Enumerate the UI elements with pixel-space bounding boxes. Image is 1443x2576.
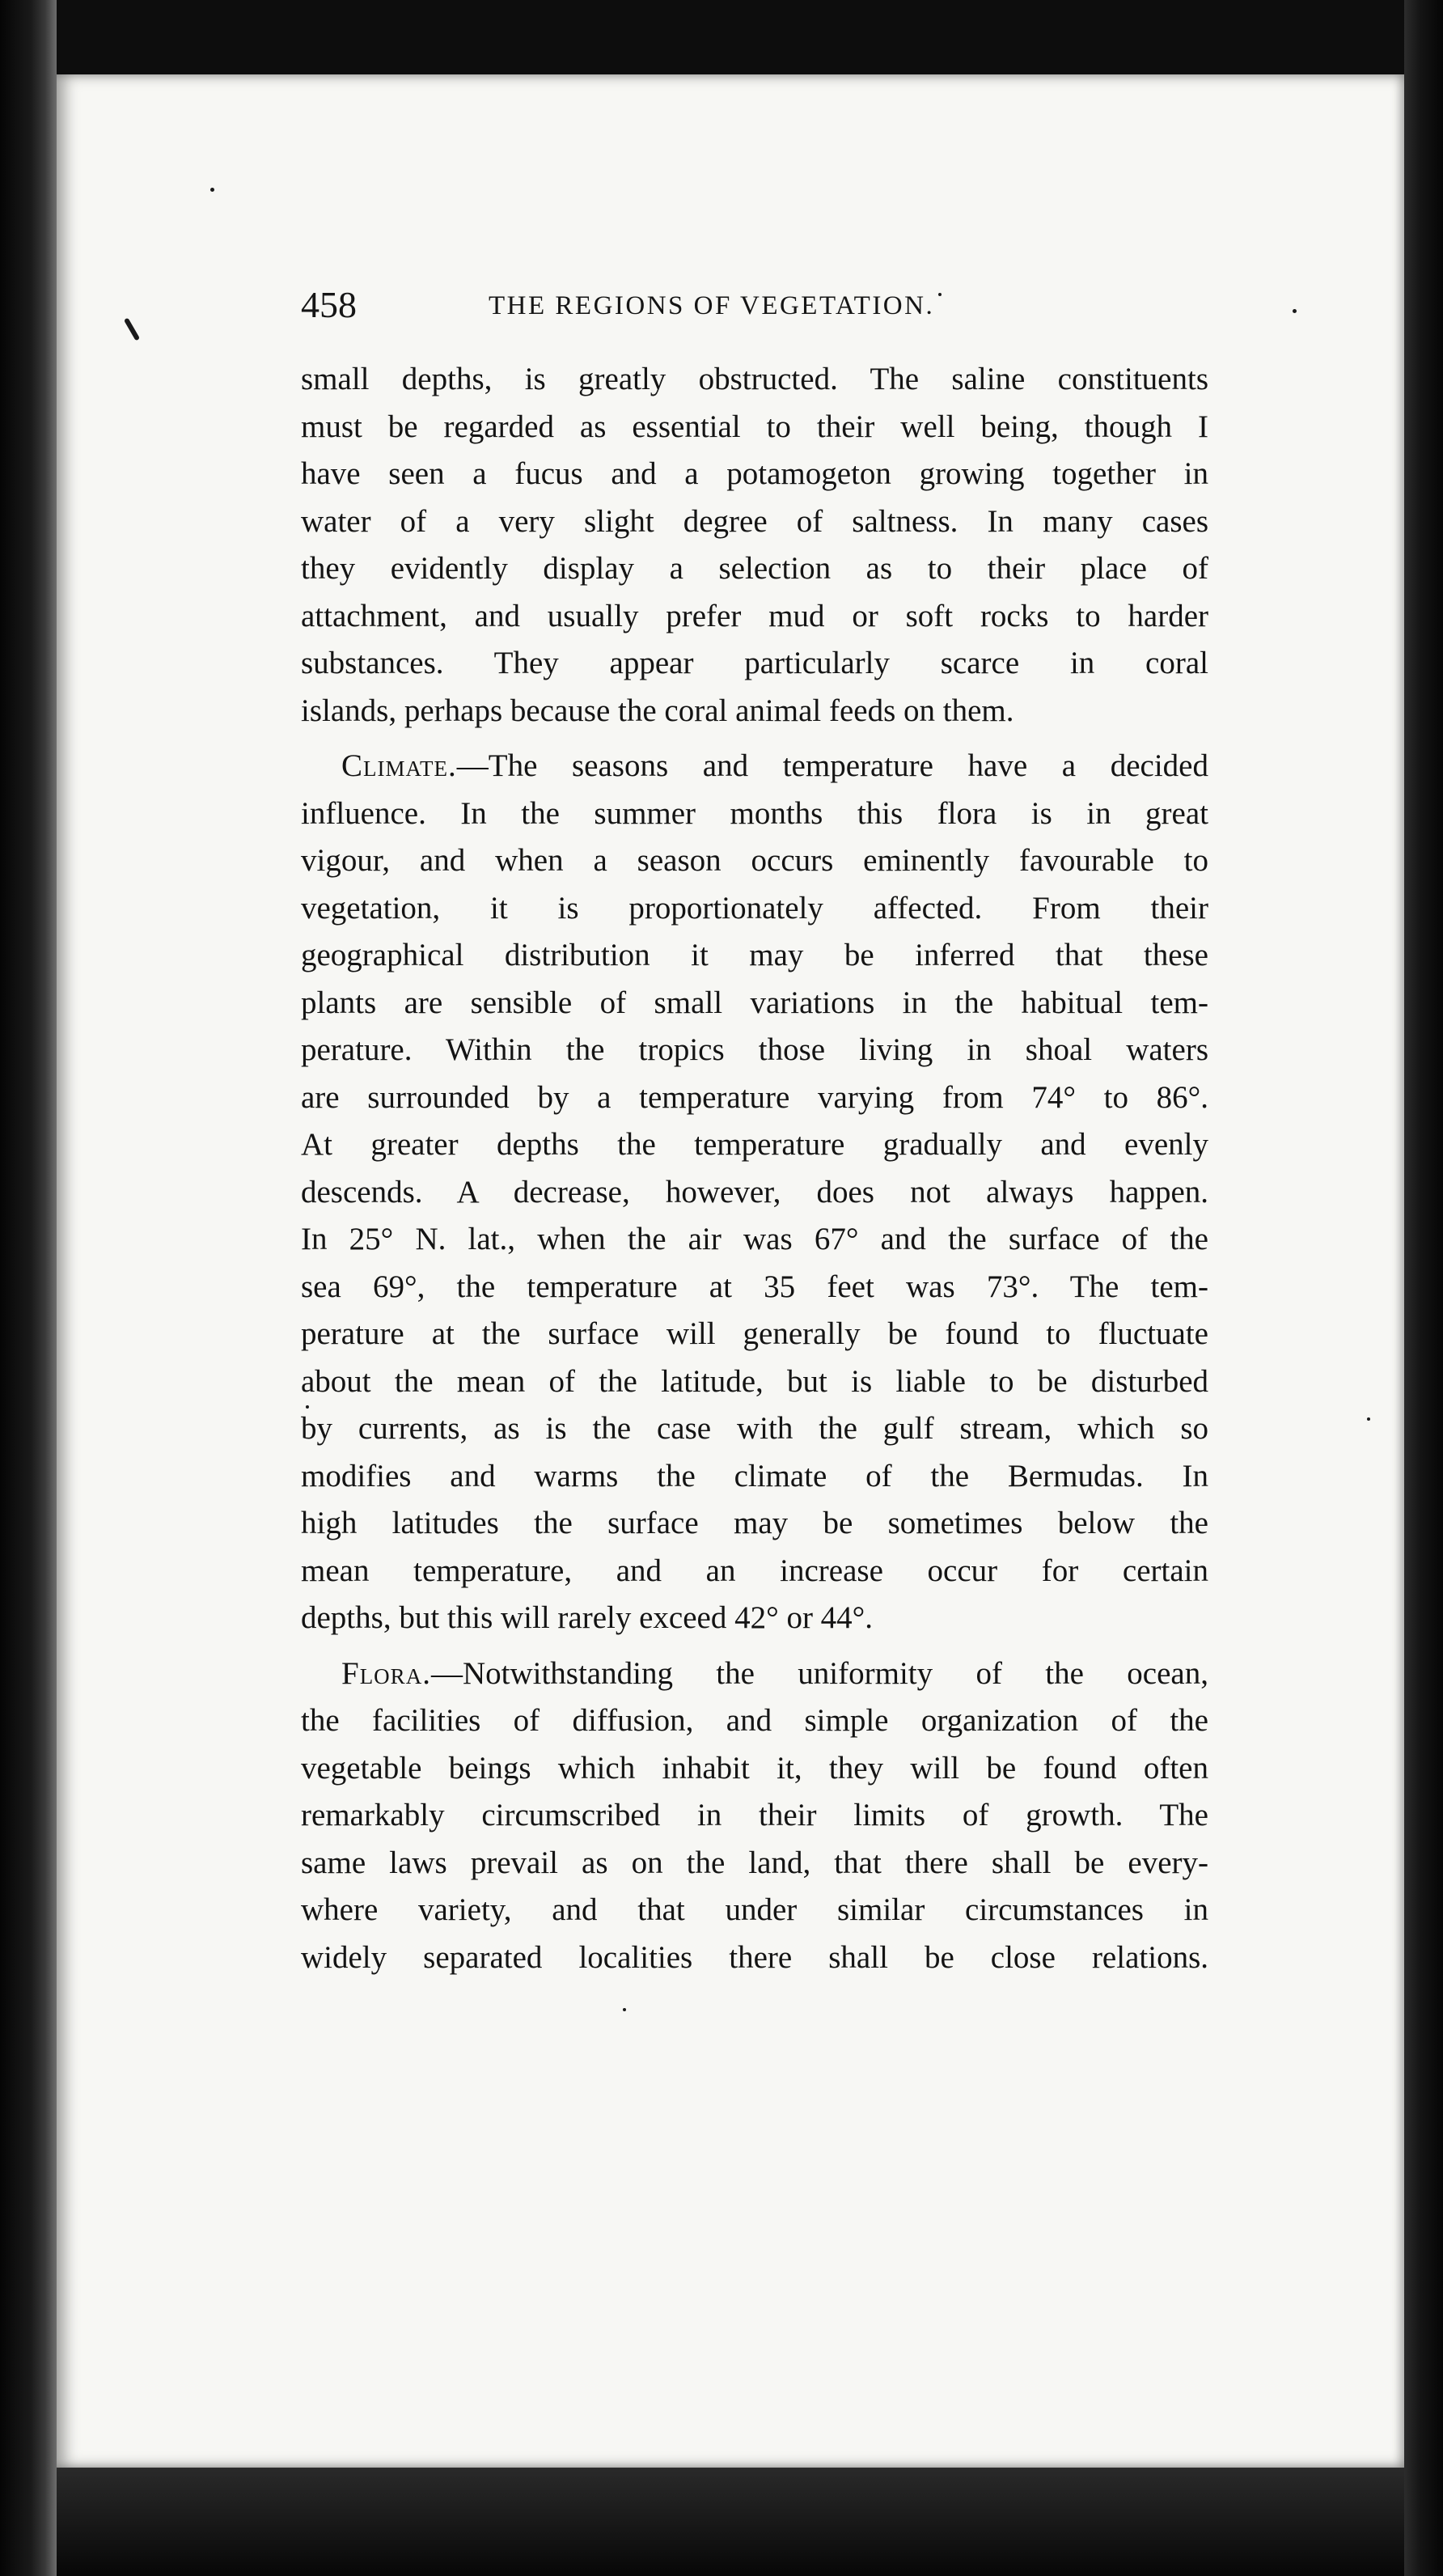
text-line: modifies and warms the climate of the Bermudas. In — [301, 1458, 1208, 1493]
text-fragment: —Notwithstanding the uniformity of the ocean, — [430, 1655, 1208, 1691]
text-line: In 25° N. lat., when the air was 67° and the surface of the — [301, 1222, 1208, 1256]
text-line: are surrounded by a temperature varying from 74° to 86°. — [301, 1079, 1208, 1115]
book-binding-edge — [0, 0, 57, 2576]
ink-speck — [623, 2008, 626, 2011]
paragraph-flora — [301, 1650, 1208, 1982]
text-line-first — [301, 1650, 1208, 1698]
text-line: perature. Within the tropics those living in shoal waters — [301, 1032, 1208, 1067]
text-line: substances. They appear particularly scarce in coral — [301, 646, 1208, 680]
ink-speck — [1293, 309, 1297, 313]
paragraph-climate — [301, 743, 1208, 1642]
text-line: by currents, as is the case with the gulf stream, which so — [301, 1411, 1208, 1446]
text-line: the facilities of diffusion, and simple organization of the — [301, 1703, 1208, 1738]
section-heading-climate: Climate. — [341, 748, 457, 783]
text-line: attachment, and usually prefer mud or soft rocks to harder — [301, 598, 1208, 633]
text-line: high latitudes the surface may be sometimes below the — [301, 1506, 1208, 1540]
text-line: have seen a fucus and a potamogeton growing together in — [301, 456, 1208, 491]
ink-speck — [124, 318, 140, 341]
text-line: mean temperature, and an increase occur for certain — [301, 1553, 1208, 1588]
text-line: geographical distribution it may be inferred that these — [301, 938, 1208, 972]
ink-speck — [1367, 1417, 1370, 1421]
text-line: islands, perhaps because the coral animal feeds on them. — [301, 693, 1014, 728]
section-heading-flora: Flora. — [341, 1655, 431, 1691]
text-line: water of a very slight degree of saltness. In many cases — [301, 503, 1208, 539]
running-head: THE REGIONS OF VEGETATION. — [489, 291, 935, 320]
text-line: descends. A decrease, however, does not always happen. — [301, 1174, 1208, 1210]
text-line: must be regarded as essential to their well being, though I — [301, 409, 1208, 444]
text-line: perature at the surface will generally be found to fluctuate — [301, 1316, 1208, 1351]
text-fragment: —The seasons and temperature have a decided — [456, 748, 1208, 783]
text-line: depths, but this will rarely exceed 42° or 44°. — [301, 1600, 874, 1635]
text-line: influence. In the summer months this flora is in great — [301, 795, 1208, 831]
ink-speck — [210, 188, 214, 192]
page-right-edge — [1404, 0, 1443, 2576]
body-text — [301, 356, 1208, 1989]
text-line: same laws prevail as on the land, that there shall be every- — [301, 1845, 1208, 1880]
paragraph-continuation — [301, 356, 1208, 735]
page-bottom-shadow — [57, 2468, 1404, 2576]
text-line: vegetation, it is proportionately affected. From their — [301, 890, 1208, 926]
text-line: small depths, is greatly obstructed. The saline constituents — [301, 362, 1208, 396]
text-line: vegetable beings which inhabit it, they will be found often — [301, 1750, 1208, 1786]
text-line: about the mean of the latitude, but is liable to be disturbed — [301, 1363, 1208, 1399]
text-line: they evidently display a selection as to their place of — [301, 551, 1208, 586]
text-line: widely separated localities there shall be close relations. — [301, 1939, 1208, 1975]
text-line: plants are sensible of small variations in the habitual tem- — [301, 985, 1208, 1020]
page-header — [301, 283, 1053, 348]
text-line: vigour, and when a season occurs eminently favourable to — [301, 843, 1208, 878]
text-line: where variety, and that under similar circumstances in — [301, 1892, 1208, 1927]
page-number: 458 — [301, 284, 357, 325]
text-line: sea 69°, the temperature at 35 feet was 73°. The tem- — [301, 1269, 1208, 1304]
text-line-first — [301, 743, 1208, 790]
text-line: At greater depths the temperature gradually and evenly — [301, 1127, 1208, 1162]
text-line: remarkably circumscribed in their limits of growth. The — [301, 1798, 1208, 1832]
